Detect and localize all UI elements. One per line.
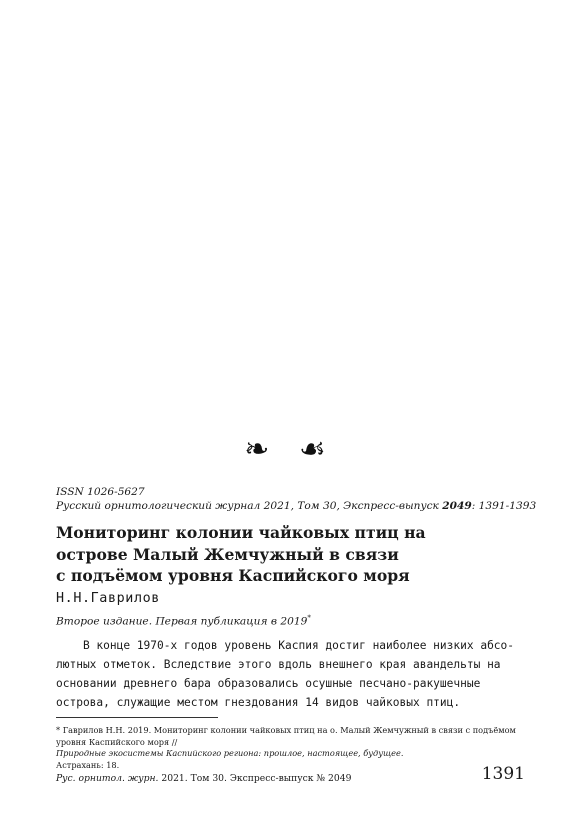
body-line-2: лютных отметок. Вследствие этого вдоль внешнего края авандельты на <box>56 658 501 671</box>
title-line-2: острове Малый Жемчужный в связи <box>56 544 399 564</box>
footnote-line-2-italic: Природные экосистемы Каспийского региона: прошлое, настоящее, будущее. <box>56 748 404 759</box>
title-line-3: с подъёмом уровня Каспийского моря <box>56 566 410 585</box>
footnote-line-3: Астрахань: 18. <box>56 759 120 770</box>
footnote-marker: * <box>307 614 311 622</box>
body-line-1: В конце 1970-х годов уровень Каспия достиг наиболее низких абсо- <box>56 639 515 652</box>
body-line-4: острова, служащие местом гнездования 14 видов чайковых птиц. <box>56 696 461 709</box>
issn-line: ISSN 1026-5627 <box>56 486 145 498</box>
page-number: 1391 <box>481 764 525 784</box>
edition-text: Второе издание. Первая публикация в 2019 <box>56 615 308 628</box>
issue-number: 2049 <box>442 500 472 512</box>
body-line-3: основании древнего бара образовались осушные песчано-ракушечные <box>56 677 481 690</box>
journal-citation-line <box>56 499 536 513</box>
footnote-line-2 <box>56 737 526 760</box>
article-title <box>56 522 526 587</box>
footnote-line-1: * Гаврилов Н.Н. 2019. Мониторинг колонии чайковых птиц на о. Малый Жемчужный в связи с подъёмом <box>56 725 516 735</box>
title-line-1: Мониторинг колонии чайковых птиц на <box>56 523 426 542</box>
journal-prefix: Русский орнитологический журнал 2021, Том 30, Экспресс-выпуск <box>56 500 443 512</box>
author-name: Н.Н.Гаврилов <box>56 591 160 606</box>
ornament-icon: ❧ ☙ <box>244 432 336 467</box>
footnote-line-2-plain: уровня Каспийского моря // <box>56 736 178 747</box>
edition-note <box>56 614 311 628</box>
article-body <box>56 636 526 712</box>
footnote-divider <box>56 717 218 718</box>
footer-details: 2021. Том 30. Экспресс-выпуск № 2049 <box>158 773 352 784</box>
journal-abbrev: Рус. орнитол. журн. <box>56 773 159 784</box>
footnote <box>56 725 526 771</box>
running-footer <box>56 773 351 784</box>
page-range: : 1391-1393 <box>471 500 537 512</box>
